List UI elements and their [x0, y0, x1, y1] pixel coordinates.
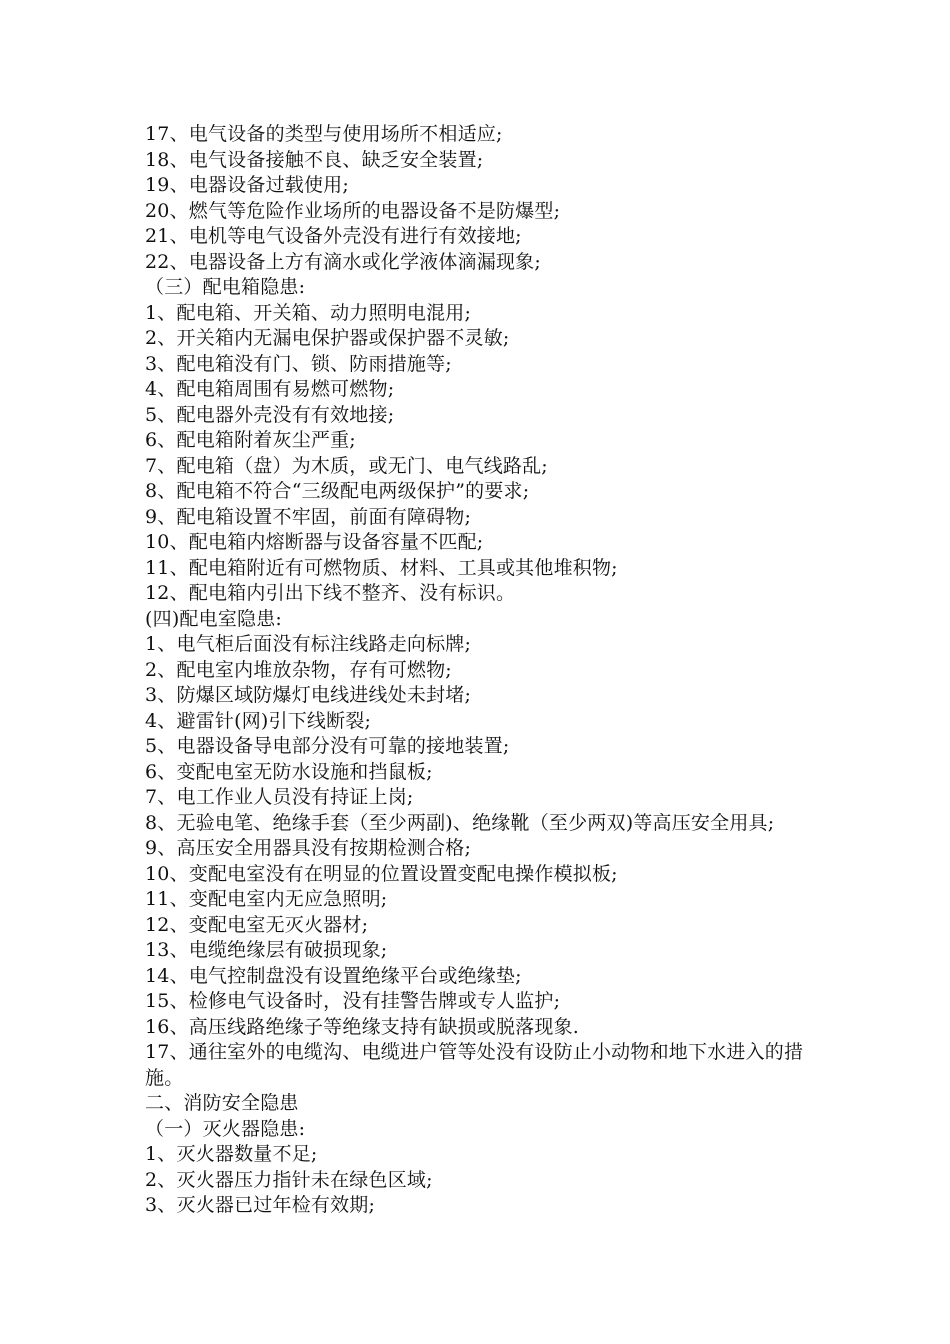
list-item: 18、电气设备接触不良、缺乏安全装置;: [145, 148, 484, 171]
list-item: 17、电气设备的类型与使用场所不相适应;: [145, 123, 503, 145]
section-heading: （三）配电箱隐患:: [145, 276, 306, 298]
list-item: 3、灭火器已过年检有效期;: [145, 1194, 376, 1216]
list-item: 6、配电箱附着灰尘严重;: [145, 429, 356, 451]
list-item: 3、配电箱没有门、锁、防雨措施等;: [145, 352, 452, 375]
list-item: 8、无验电笔、绝缘手套（至少两副)、绝缘靴（至少两双)等高压安全用具;: [145, 811, 775, 834]
list-item: 2、配电室内堆放杂物，存有可燃物;: [145, 658, 452, 681]
section-heading: （一）灭火器隐患:: [145, 1117, 306, 1140]
list-item: 21、电机等电气设备外壳没有进行有效接地;: [145, 225, 522, 247]
list-item: 2、灭火器压力指针未在绿色区域;: [145, 1168, 433, 1191]
list-item: 12、变配电室无灭火器材;: [145, 913, 369, 936]
list-item: 9、配电箱设置不牢固，前面有障碍物;: [145, 505, 472, 528]
section-heading: (四)配电室隐患:: [145, 607, 283, 630]
list-item: 11、变配电室内无应急照明;: [145, 888, 388, 910]
list-item: 8、配电箱不符合“三级配电两级保护”的要求;: [145, 480, 530, 502]
list-item: 10、配电箱内熔断器与设备容量不匹配;: [145, 531, 484, 553]
list-item: 17、通往室外的电缆沟、电缆进户管等处没有设防止小动物和地下水进入的措施。: [145, 1041, 804, 1089]
list-item: 6、变配电室无防水设施和挡鼠板;: [145, 760, 433, 783]
list-item: 14、电气控制盘没有设置绝缘平台或绝缘垫;: [145, 964, 522, 987]
list-item: 7、电工作业人员没有持证上岗;: [145, 786, 414, 808]
list-item: 1、灭火器数量不足;: [145, 1143, 318, 1165]
list-item: 4、避雷针(网)引下线断裂;: [145, 709, 372, 732]
list-item: 11、配电箱附近有可燃物质、材料、工具或其他堆积物;: [145, 556, 618, 579]
list-item: 13、电缆绝缘层有破损现象;: [145, 939, 388, 961]
list-item: 16、高压线路绝缘子等绝缘支持有缺损或脱落现象.: [145, 1015, 580, 1038]
list-item: 7、配电箱（盘）为木质，或无门、电气线路乱;: [145, 454, 548, 477]
list-item: 5、电器设备导电部分没有可靠的接地装置;: [145, 735, 510, 757]
list-item: 15、检修电气设备时，没有挂警告牌或专人监护;: [145, 990, 561, 1012]
list-item: 9、高压安全用器具没有按期检测合格;: [145, 837, 472, 859]
list-item: 22、电器设备上方有滴水或化学液体滴漏现象;: [145, 250, 541, 273]
list-item: 3、防爆区域防爆灯电线进线处未封堵;: [145, 684, 472, 706]
list-item: 20、燃气等危险作业场所的电器设备不是防爆型;: [145, 199, 561, 222]
document-body: [145, 122, 810, 1219]
list-item: 2、开关箱内无漏电保护器或保护器不灵敏;: [145, 327, 510, 349]
list-item: 1、配电箱、开关箱、动力照明电混用;: [145, 301, 472, 324]
list-item: 5、配电器外壳没有有效地接;: [145, 403, 395, 426]
list-item: 1、电气柜后面没有标注线路走向标牌;: [145, 633, 472, 655]
list-item: 10、变配电室没有在明显的位置设置变配电操作模拟板;: [145, 862, 618, 885]
section-heading: 二、消防安全隐患: [145, 1092, 299, 1114]
list-item: 12、配电箱内引出下线不整齐、没有标识。: [145, 582, 516, 604]
list-item: 19、电器设备过载使用;: [145, 174, 349, 196]
list-item: 4、配电箱周围有易燃可燃物;: [145, 378, 395, 400]
